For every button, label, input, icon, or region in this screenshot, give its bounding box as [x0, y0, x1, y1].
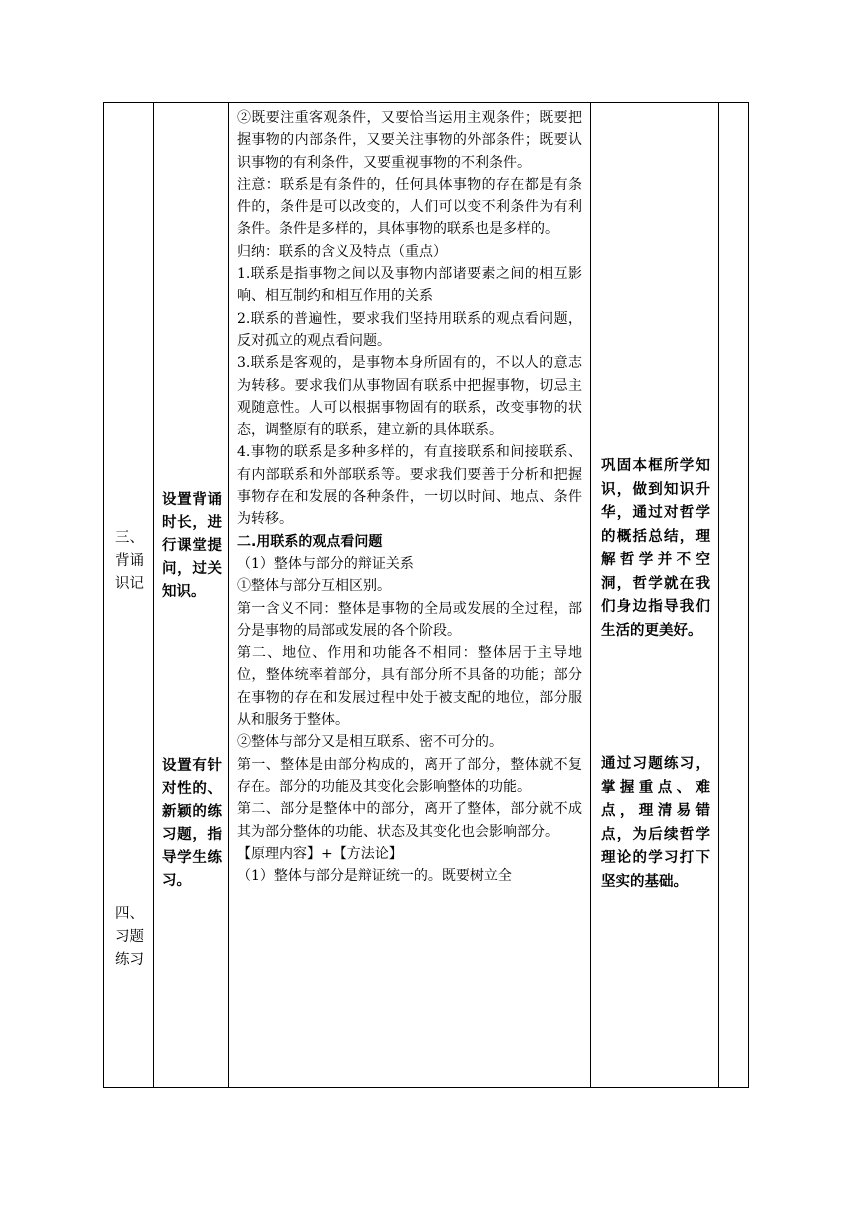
activity-text: 设置背诵时长，进行课堂提问，过关知识。: [162, 492, 222, 600]
content-paragraph: 第二、部分是整体中的部分，离开了整体，部分就不成其为部分整体的功能、状态及其变化也会影响部分。: [237, 801, 582, 840]
content-paragraph: 归纳：联系的含义及特点（重点）: [237, 243, 447, 260]
notes-column: [719, 103, 749, 1088]
activity-blank-top: [154, 103, 228, 489]
content-paragraph: 第一含义不同：整体是事物的全局或发展的全过程，部分是事物的局部或发展的各个阶段。: [237, 600, 582, 639]
intent-text: 通过习题练习，掌握重点、难点，理清易错点，为后续哲学理论的学习打下坚实的基础。: [601, 756, 710, 890]
section-title: 背诵识记: [115, 552, 144, 592]
section-label-blank-mid: [104, 643, 153, 903]
intent-blank-top: [591, 103, 718, 455]
intent-gap: [591, 695, 718, 753]
content-paragraph: 1.联系是指事物之间以及事物内部诸要素之间的相互影响、相互制约和相互作用的关系: [237, 266, 582, 305]
section-label-blank-top: [104, 103, 153, 479]
content-paragraph: 第二、地位、作用和功能各不相同：整体居于主导地位，整体统率着部分，具有部分所不具备的功能；部分在事物的存在和发展过程中处于被支配的地位，部分服从和服务于整体。: [237, 645, 582, 729]
intent-exercises: [591, 753, 718, 923]
section-label-column: [104, 103, 154, 1088]
content-paragraph: （1）整体与部分是辩证统一的。既要树立全: [237, 868, 512, 885]
content-subheading: 二.用联系的观点看问题: [237, 533, 383, 550]
activity-column: [154, 103, 229, 1088]
activity-recitation: [154, 489, 228, 745]
content-paragraph: ①整体与部分互相区别。: [237, 578, 391, 595]
activity-exercises: [154, 755, 228, 955]
content-paragraph: ②整体与部分又是相互联系、密不可分的。: [237, 734, 503, 751]
intent-column: [591, 103, 719, 1088]
content-paragraph: 3.联系是客观的，是事物本身所固有的，不以人的意志为转移。要求我们从事物固有联系中把握事物，切忌主观随意性。人可以根据事物固有的联系，改变事物的状态，调整原有的联系，建立新的具体联系。: [237, 355, 582, 439]
content-paragraph: （1）整体与部分的辩证关系: [237, 555, 414, 572]
content-paragraph: 第一、整体是由部分构成的，离开了部分，整体就不复存在。部分的功能及其变化会影响整体的功能。: [237, 756, 582, 795]
section-title: 习题练习: [115, 929, 144, 968]
content-paragraph: 2.联系的普遍性，要求我们坚持用联系的观点看问题，反对孤立的观点看问题。: [237, 310, 582, 349]
activity-gap: [154, 745, 228, 755]
section-number: 四、: [115, 906, 144, 922]
section-label-recitation: [104, 479, 153, 643]
lesson-plan-table: [103, 102, 749, 1088]
content-column: [229, 103, 591, 1088]
content-paragraph: 注意：联系是有条件的，任何具体事物的存在都是有条件的，条件是可以改变的，人们可以变不利条件为有利条件。条件是多样的，具体事物的联系也是多样的。: [237, 176, 582, 238]
activity-text: 设置有针对性的、新颖的练习题，指导学生练习。: [162, 758, 222, 889]
section-label-exercises: [104, 903, 153, 1087]
intent-recitation: [591, 455, 718, 695]
content-paragraph: ②既要注重客观条件，又要恰当运用主观条件；既要把握事物的内部条件，又要关注事物的外部条件；既要认识事物的有利条件，又要重视事物的不利条件。: [237, 110, 582, 171]
content-paragraph: 【原理内容】+【方法论】: [237, 845, 403, 862]
section-number: 三、: [115, 529, 144, 546]
content-paragraph: 4.事物的联系是多种多样的，有直接联系和间接联系、有内部联系和外部联系等。要求我们要善于分析和把握事物存在和发展的各种条件，一切以时间、地点、条件为转移。: [237, 444, 582, 528]
intent-text: 巩固本框所学知识，做到知识升华，通过对哲学的概括总结，理解哲学并不空洞，哲学就在我们身边指导我们生活的更美好。: [601, 458, 710, 639]
